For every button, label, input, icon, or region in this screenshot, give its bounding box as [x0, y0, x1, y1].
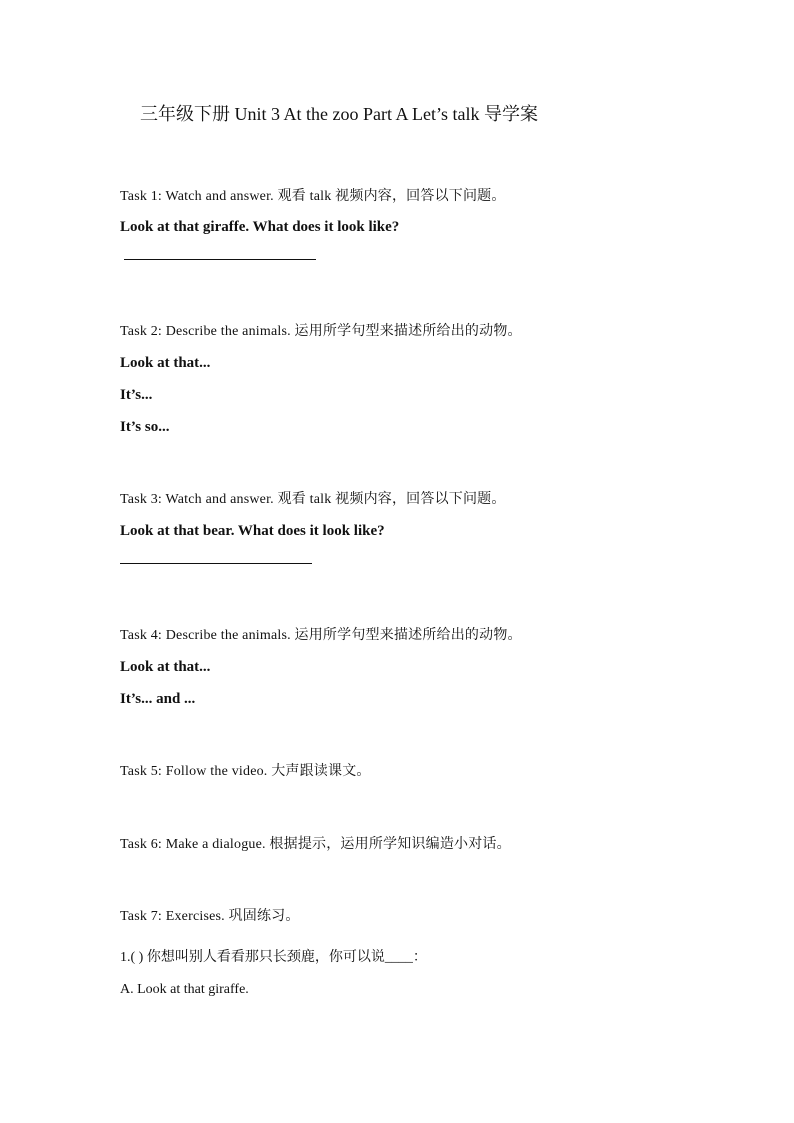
task7-instruction: Task 7: Exercises. 巩固练习。 — [120, 909, 300, 924]
task5-instruction: Task 5: Follow the video. 大声跟读课文。 — [120, 764, 371, 779]
task1-question: Look at that giraffe. What does it look like? — [120, 219, 400, 235]
task3-question: Look at that bear. What does it look like? — [120, 523, 385, 539]
task2-line-its-so: It’s so... — [120, 419, 170, 435]
task2-instruction: Task 2: Describe the animals. 运用所学句型来描述所给出的动物。 — [120, 324, 522, 339]
task3-instruction: Task 3: Watch and answer. 观看 talk 视频内容，回答以下问题。 — [120, 492, 506, 507]
exercise-question-1: 1.( ) 你想叫别人看看那只长颈鹿，你可以说____： — [120, 950, 427, 965]
task6-instruction: Task 6: Make a dialogue. 根据提示，运用所学知识编造小对话。 — [120, 837, 511, 852]
task4-instruction: Task 4: Describe the animals. 运用所学句型来描述所给出的动物。 — [120, 628, 522, 643]
task3-answer-blank — [120, 563, 312, 564]
task4-line-its-and: It’s... and ... — [120, 691, 196, 707]
task2-line-its: It’s... — [120, 387, 153, 403]
task1-instruction: Task 1: Watch and answer. 观看 talk 视频内容，回答以下问题。 — [120, 189, 506, 204]
exercise-option-a: A. Look at that giraffe. — [120, 982, 249, 997]
task4-line-look: Look at that... — [120, 659, 211, 675]
task1-answer-blank — [124, 259, 316, 260]
task2-line-look: Look at that... — [120, 355, 211, 371]
page-title: 三年级下册 Unit 3 At the zoo Part A Let’s talk 导学案 — [140, 104, 538, 124]
